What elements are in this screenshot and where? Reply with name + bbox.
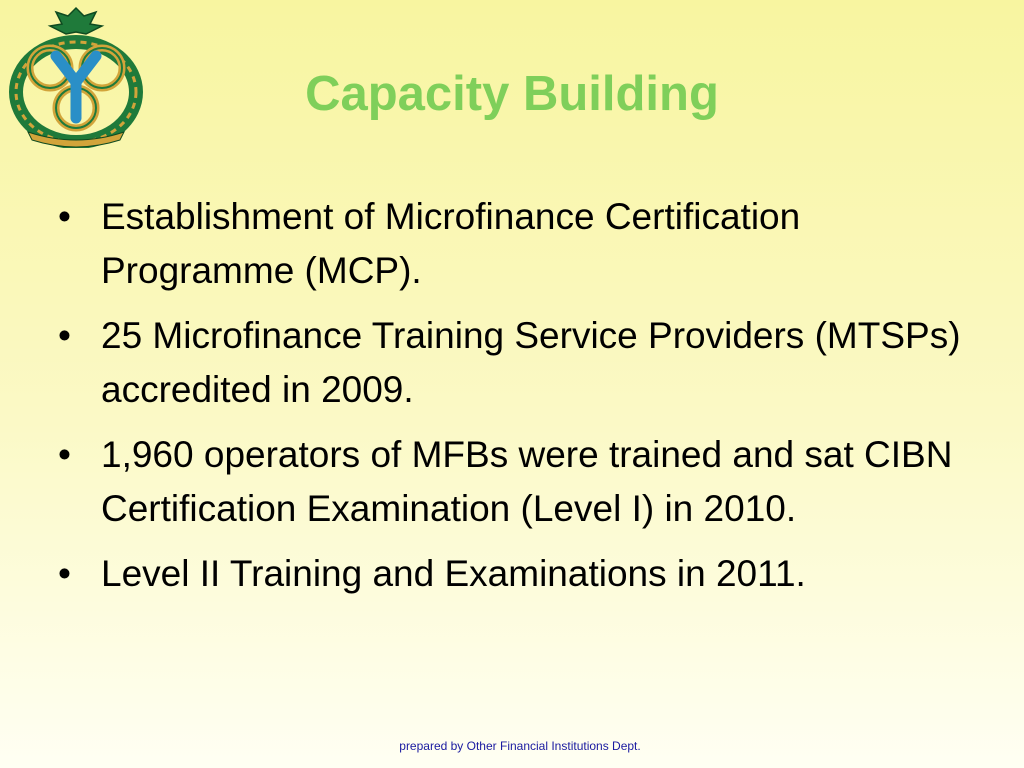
bullet-item — [58, 190, 988, 298]
bullet-text: Level II Training and Examinations in 2011. — [101, 553, 806, 594]
bullet-marker: • — [58, 196, 71, 237]
bullet-text: Establishment of Microfinance Certification Programme (MCP). — [101, 196, 801, 291]
bullet-item — [58, 428, 988, 536]
footer-note: prepared by Other Financial Institutions Dept. — [399, 739, 641, 753]
bullet-text: 25 Microfinance Training Service Providers (MTSPs) accredited in 2009. — [101, 315, 961, 410]
bullet-marker: • — [58, 434, 71, 475]
bullet-list — [58, 190, 988, 612]
bullet-marker: • — [58, 553, 71, 594]
bullet-marker: • — [58, 315, 71, 356]
slide-title: Capacity Building — [305, 67, 719, 121]
bullet-item — [58, 547, 988, 601]
bullet-item — [58, 309, 988, 417]
bullet-text: 1,960 operators of MFBs were trained and sat CIBN Certification Examination (Level I) in 2010. — [101, 434, 953, 529]
